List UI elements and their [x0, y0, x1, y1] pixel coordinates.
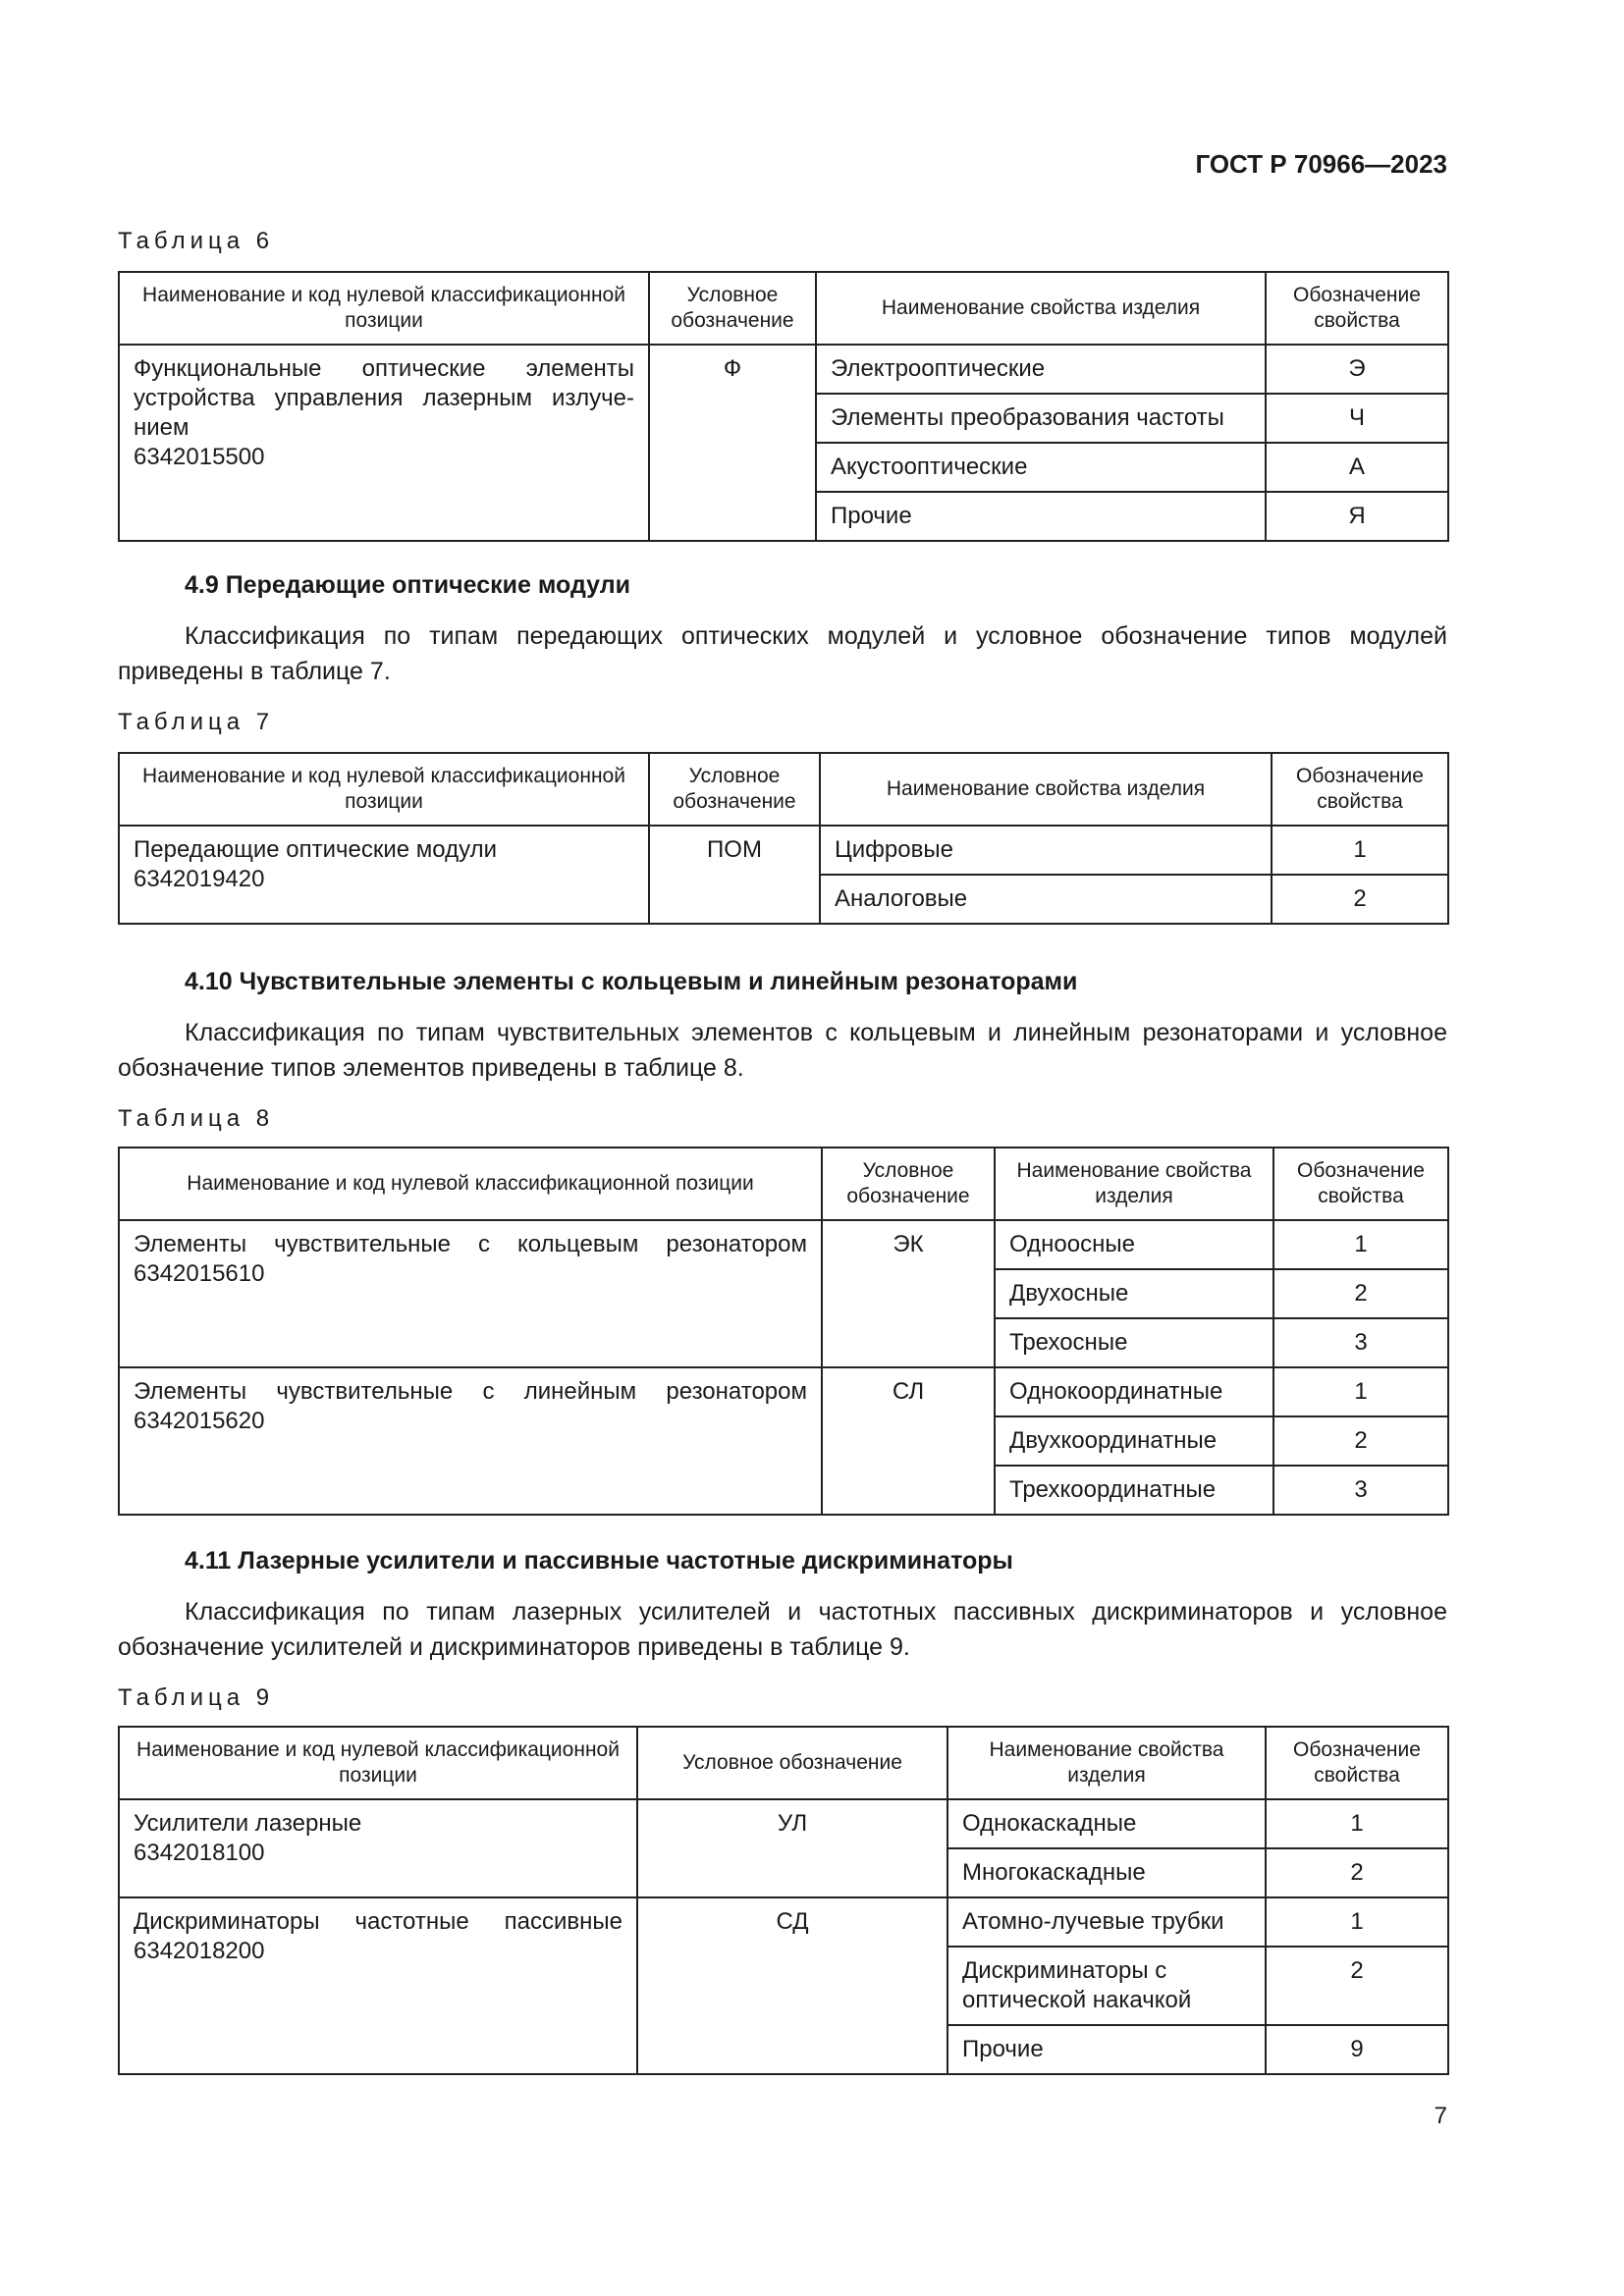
- section-heading-4-10: 4.10 Чувствительные элементы с кольцевым и линейным резонаторами: [185, 968, 1078, 995]
- property-code-cell: 2: [1266, 1947, 1448, 2025]
- classification-name: Усилители лазерные: [134, 1810, 362, 1837]
- table-6-caption: Таблица 6: [118, 228, 275, 254]
- section-text-4-11: Классификация по типам лазерных усилителей и частотных пассивных дискриминаторов и условное обозначение усилителей и дискриминаторов приведены в таблице 9.: [118, 1598, 1447, 1661]
- property-cell: Двухкоординатные: [995, 1416, 1273, 1466]
- classification-name-line: устройства управления лазерным излуче-: [134, 385, 634, 411]
- symbol-cell: ЭК: [822, 1220, 995, 1367]
- symbol-cell: УЛ: [637, 1799, 947, 1897]
- table-row: [119, 345, 1448, 394]
- section-text-4-9: Классификация по типам передающих оптических модулей и условное обозначение типов модулей приведены в таблице 7.: [118, 622, 1447, 685]
- property-code-cell: Я: [1266, 492, 1448, 541]
- property-code-cell: 1: [1273, 1220, 1448, 1269]
- table-9: [118, 1726, 1449, 2075]
- classification-code: 6342015620: [134, 1408, 265, 1434]
- classification-name-cell: [119, 1367, 822, 1515]
- table-9-caption: Таблица 9: [118, 1684, 275, 1711]
- property-code-cell: 2: [1266, 1848, 1448, 1897]
- table-header-row: [119, 1727, 1448, 1799]
- column-header-property: Наименование свойства изделия: [947, 1727, 1266, 1799]
- table-8: [118, 1147, 1449, 1516]
- property-cell: Атомно-лучевые трубки: [947, 1897, 1266, 1947]
- table-8-caption: Таблица 8: [118, 1105, 275, 1132]
- column-header-symbol: Условное обозначение: [822, 1148, 995, 1220]
- document-standard-header: ГОСТ Р 70966—2023: [1195, 149, 1447, 179]
- table-row: [119, 1220, 1448, 1269]
- section-text-4-10: Классификация по типам чувствительных элементов с кольцевым и линейным резонаторами и условное обозначение типов элементов приведены в таблице 8.: [118, 1019, 1447, 1082]
- column-header-property-code: Обозначение свойства: [1272, 753, 1448, 826]
- table-row: [119, 1799, 1448, 1848]
- symbol-cell: СЛ: [822, 1367, 995, 1515]
- property-cell: Прочие: [947, 2025, 1266, 2074]
- column-header-name: Наименование и код нулевой классификационной позиции: [119, 272, 649, 345]
- table-row: [119, 1367, 1448, 1416]
- page-number: 7: [1434, 2103, 1447, 2129]
- table-header-row: [119, 1148, 1448, 1220]
- property-cell: Трехкоординатные: [995, 1466, 1273, 1515]
- property-code-cell: 1: [1272, 826, 1448, 875]
- section-heading-4-11: 4.11 Лазерные усилители и пассивные частотные дискриминаторы: [185, 1547, 1013, 1575]
- classification-code: 6342015610: [134, 1260, 265, 1287]
- column-header-property: Наименование свойства изделия: [995, 1148, 1273, 1220]
- classification-name-cell: [119, 1220, 822, 1367]
- table-6: [118, 271, 1449, 542]
- classification-name: Элементы чувствительные с кольцевым резонатором: [134, 1231, 807, 1257]
- property-cell: Элементы преобразования частоты: [816, 394, 1266, 443]
- column-header-name: Наименование и код нулевой классификационной позиции: [119, 1148, 822, 1220]
- property-cell: Дискриминаторы с оптической накачкой: [947, 1947, 1266, 2025]
- classification-name: Дискриминаторы частотные пассивные: [134, 1908, 623, 1935]
- property-code-cell: 2: [1273, 1416, 1448, 1466]
- property-code-cell: 3: [1273, 1466, 1448, 1515]
- classification-name: Передающие оптические модули: [134, 836, 498, 863]
- property-code-cell: 2: [1272, 875, 1448, 924]
- column-header-name: Наименование и код нулевой классификационной позиции: [119, 753, 649, 826]
- symbol-cell: ПОМ: [649, 826, 820, 924]
- property-cell: Трехосные: [995, 1318, 1273, 1367]
- classification-name-line: нием: [134, 414, 189, 441]
- classification-name-cell: [119, 345, 649, 541]
- table-row: [119, 1897, 1448, 1947]
- property-cell: Однокоординатные: [995, 1367, 1273, 1416]
- property-code-cell: 3: [1273, 1318, 1448, 1367]
- classification-name-cell: [119, 1897, 637, 2074]
- classification-name: Элементы чувствительные с линейным резонатором: [134, 1378, 807, 1405]
- classification-code: 6342015500: [134, 444, 265, 470]
- property-code-cell: 1: [1266, 1897, 1448, 1947]
- symbol-cell: СД: [637, 1897, 947, 2074]
- column-header-property-code: Обозначение свойства: [1273, 1148, 1448, 1220]
- property-code-cell: 2: [1273, 1269, 1448, 1318]
- column-header-property-code: Обозначение свойства: [1266, 272, 1448, 345]
- property-code-cell: 9: [1266, 2025, 1448, 2074]
- property-cell: Многокаскадные: [947, 1848, 1266, 1897]
- table-row: [119, 826, 1448, 875]
- classification-code: 6342018200: [134, 1938, 265, 1964]
- classification-name-cell: [119, 826, 649, 924]
- property-cell: Однокаскадные: [947, 1799, 1266, 1848]
- property-cell: Цифровые: [820, 826, 1272, 875]
- table-7-caption: Таблица 7: [118, 709, 275, 735]
- property-code-cell: Э: [1266, 345, 1448, 394]
- property-code-cell: 1: [1266, 1799, 1448, 1848]
- property-cell: Прочие: [816, 492, 1266, 541]
- property-cell: Аналоговые: [820, 875, 1272, 924]
- classification-name-cell: [119, 1799, 637, 1897]
- table-header-row: [119, 272, 1448, 345]
- column-header-name: Наименование и код нулевой классификационной позиции: [119, 1727, 637, 1799]
- column-header-symbol: Условное обозначение: [649, 753, 820, 826]
- property-cell: Акустооптические: [816, 443, 1266, 492]
- column-header-symbol: Условное обозначение: [649, 272, 816, 345]
- symbol-cell: Ф: [649, 345, 816, 541]
- classification-code: 6342019420: [134, 866, 265, 892]
- column-header-property: Наименование свойства изделия: [816, 272, 1266, 345]
- column-header-property-code: Обозначение свойства: [1266, 1727, 1448, 1799]
- property-cell: Одноосные: [995, 1220, 1273, 1269]
- table-7: [118, 752, 1449, 925]
- classification-code: 6342018100: [134, 1840, 265, 1866]
- property-code-cell: А: [1266, 443, 1448, 492]
- classification-name-line: Функциональные оптические элементы: [134, 355, 634, 382]
- column-header-symbol: Условное обозначение: [637, 1727, 947, 1799]
- property-cell: Электрооптические: [816, 345, 1266, 394]
- column-header-property: Наименование свойства изделия: [820, 753, 1272, 826]
- property-code-cell: 1: [1273, 1367, 1448, 1416]
- property-cell: Двухосные: [995, 1269, 1273, 1318]
- section-heading-4-9: 4.9 Передающие оптические модули: [185, 571, 630, 599]
- property-code-cell: Ч: [1266, 394, 1448, 443]
- table-header-row: [119, 753, 1448, 826]
